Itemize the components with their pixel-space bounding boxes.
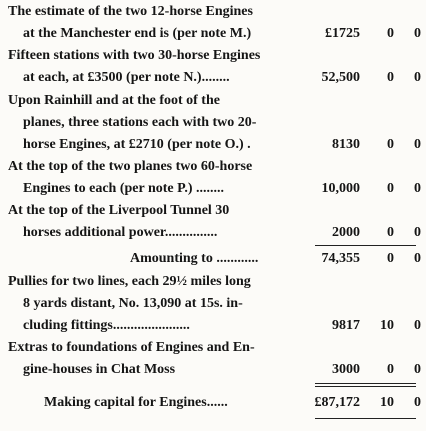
amount-pounds: 2000 [332, 225, 360, 240]
total-line [0, 393, 426, 413]
total-rule-bottom [315, 386, 416, 387]
entry-line [0, 68, 426, 88]
entry-line [0, 91, 426, 111]
entry-text: Fifteen stations with two 30-horse Engines [8, 48, 261, 63]
amount-shillings: 0 [387, 26, 394, 41]
entry-text: At the top of the two planes two 60-horse [8, 159, 253, 174]
entry-line [0, 179, 426, 199]
total-pounds: £87,172 [314, 395, 360, 410]
amount-pounds: 52,500 [321, 70, 360, 85]
entry-line [0, 46, 426, 66]
amount-pounds: 9817 [332, 318, 360, 333]
total-rule-top [315, 383, 416, 384]
amount-shillings: 10 [380, 318, 394, 333]
entry-line [0, 135, 426, 155]
sum-rule [315, 245, 416, 246]
subtotal-line [0, 249, 426, 269]
subtotal-pence: 0 [414, 251, 421, 266]
entry-text: planes, three stations each with two 20- [23, 115, 257, 130]
amount-shillings: 0 [387, 137, 394, 152]
amount-pence: 0 [414, 181, 421, 196]
amount-shillings: 0 [387, 70, 394, 85]
amount-pence: 0 [414, 137, 421, 152]
amount-pounds: £1725 [325, 26, 360, 41]
entry-text: at the Manchester end is (per note M.) [23, 26, 252, 41]
entry-text: gine-houses in Chat Moss [23, 362, 176, 377]
entry-text: cluding fittings...................... [23, 318, 190, 333]
amount-shillings: 0 [387, 181, 394, 196]
entry-line [0, 316, 426, 336]
entry-line [0, 157, 426, 177]
amount-pounds: 3000 [332, 362, 360, 377]
entry-text: Pullies for two lines, each 29½ miles long [8, 274, 251, 289]
amount-pence: 0 [414, 26, 421, 41]
entry-line [0, 2, 426, 22]
total-shillings: 10 [380, 395, 394, 410]
subtotal-pounds: 74,355 [321, 251, 360, 266]
amount-shillings: 0 [387, 362, 394, 377]
entry-text: at each, at £3500 (per note N.)........ [23, 70, 230, 85]
amount-pounds: 8130 [332, 137, 360, 152]
entry-line [0, 113, 426, 133]
subtotal-shillings: 0 [387, 251, 394, 266]
entry-text: Extras to foundations of Engines and En- [8, 340, 255, 355]
total-label: Making capital for Engines...... [44, 395, 228, 410]
amount-pence: 0 [414, 362, 421, 377]
entry-text: At the top of the Liverpool Tunnel 30 [8, 203, 230, 218]
amount-pence: 0 [414, 225, 421, 240]
entry-text: Upon Rainhill and at the foot of the [8, 93, 220, 108]
entry-line [0, 338, 426, 358]
entry-line [0, 24, 426, 44]
entry-line [0, 223, 426, 243]
entry-line [0, 360, 426, 380]
entry-text: Engines to each (per note P.) ........ [23, 181, 225, 196]
entry-text: 8 yards distant, No. 13,090 at 15s. in- [23, 296, 243, 311]
entry-text: The estimate of the two 12-horse Engines [8, 4, 253, 19]
amount-pence: 0 [414, 318, 421, 333]
amount-pounds: 10,000 [321, 181, 360, 196]
subtotal-label: Amounting to ............ [130, 251, 259, 266]
amount-pence: 0 [414, 70, 421, 85]
amount-shillings: 0 [387, 225, 394, 240]
total-underline [315, 418, 416, 419]
entry-text: horses additional power............... [23, 225, 218, 240]
total-pence: 0 [414, 395, 421, 410]
entry-text: horse Engines, at £2710 (per note O.) . [23, 137, 251, 152]
entry-line [0, 294, 426, 314]
entry-line [0, 272, 426, 292]
entry-line [0, 201, 426, 221]
